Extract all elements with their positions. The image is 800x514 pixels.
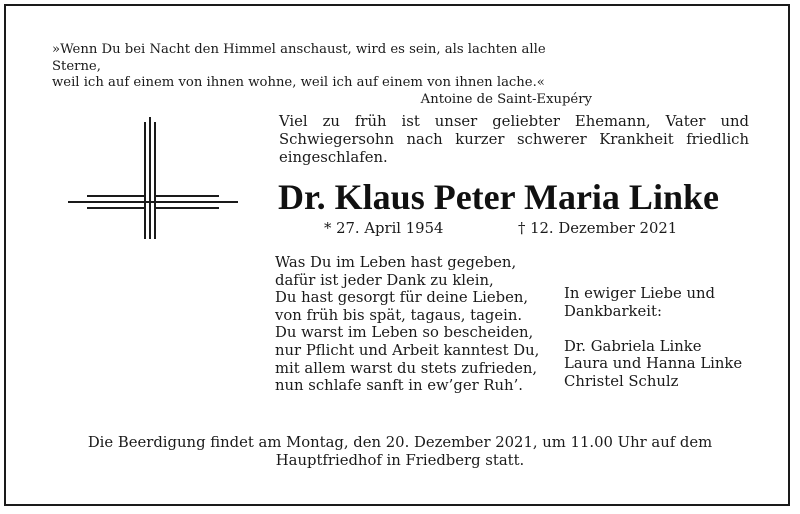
mourners-block (564, 285, 764, 391)
deceased-name: Dr. Klaus Peter Maria Linke (278, 177, 719, 217)
quote-line-2: weil ich auf einem von ihnen wohne, weil ich auf einem von ihnen lache.« (52, 75, 545, 90)
poem-line: Du warst im Leben so bescheiden, (275, 324, 534, 342)
poem-line: dafür ist jeder Dank zu klein, (275, 271, 494, 289)
funeral-line: Die Beerdigung findet am Montag, den 20. Dezember 2021, um 11.00 Uhr auf dem (87, 434, 713, 451)
poem-line: nur Pflicht und Arbeit kanntest Du, (275, 341, 540, 359)
mourner-name: Christel Schulz (564, 372, 679, 390)
mourners-heading-line: In ewiger Liebe und (564, 285, 716, 302)
poem-line: nun schlafe sanft in ew’ger Ruh’. (275, 377, 523, 395)
quote-line-1: »Wenn Du bei Nacht den Himmel anschaust, wird es sein, als lachten alle Sterne, (52, 42, 546, 74)
cross-icon (66, 117, 238, 239)
death-date: † 12. Dezember 2021 (518, 220, 678, 237)
poem-line: Du hast gesorgt für deine Lieben, (275, 289, 529, 307)
birth-date: * 27. April 1954 (324, 220, 444, 237)
quote-author: Antoine de Saint-Exupéry (420, 91, 592, 107)
mourner-name: Dr. Gabriela Linke (564, 337, 702, 355)
poem (275, 254, 555, 395)
poem-line: mit allem warst du stets zufrieden, (275, 359, 538, 377)
intro-text: Viel zu früh ist unser geliebter Ehemann, Vater und Schwiegersohn nach kurzer schwerer Krankheit friedlich eingeschlafen. (279, 113, 749, 166)
mourners-heading-line: Dankbarkeit: (564, 302, 662, 320)
funeral-line: Hauptfriedhof in Friedberg statt. (275, 452, 525, 469)
mourner-name: Laura und Hanna Linke (564, 355, 743, 373)
epigraph-quote (52, 42, 592, 108)
poem-line: Was Du im Leben hast gegeben, (275, 254, 517, 271)
funeral-info (40, 434, 760, 470)
poem-line: von früh bis spät, tagaus, tagein. (275, 306, 523, 324)
